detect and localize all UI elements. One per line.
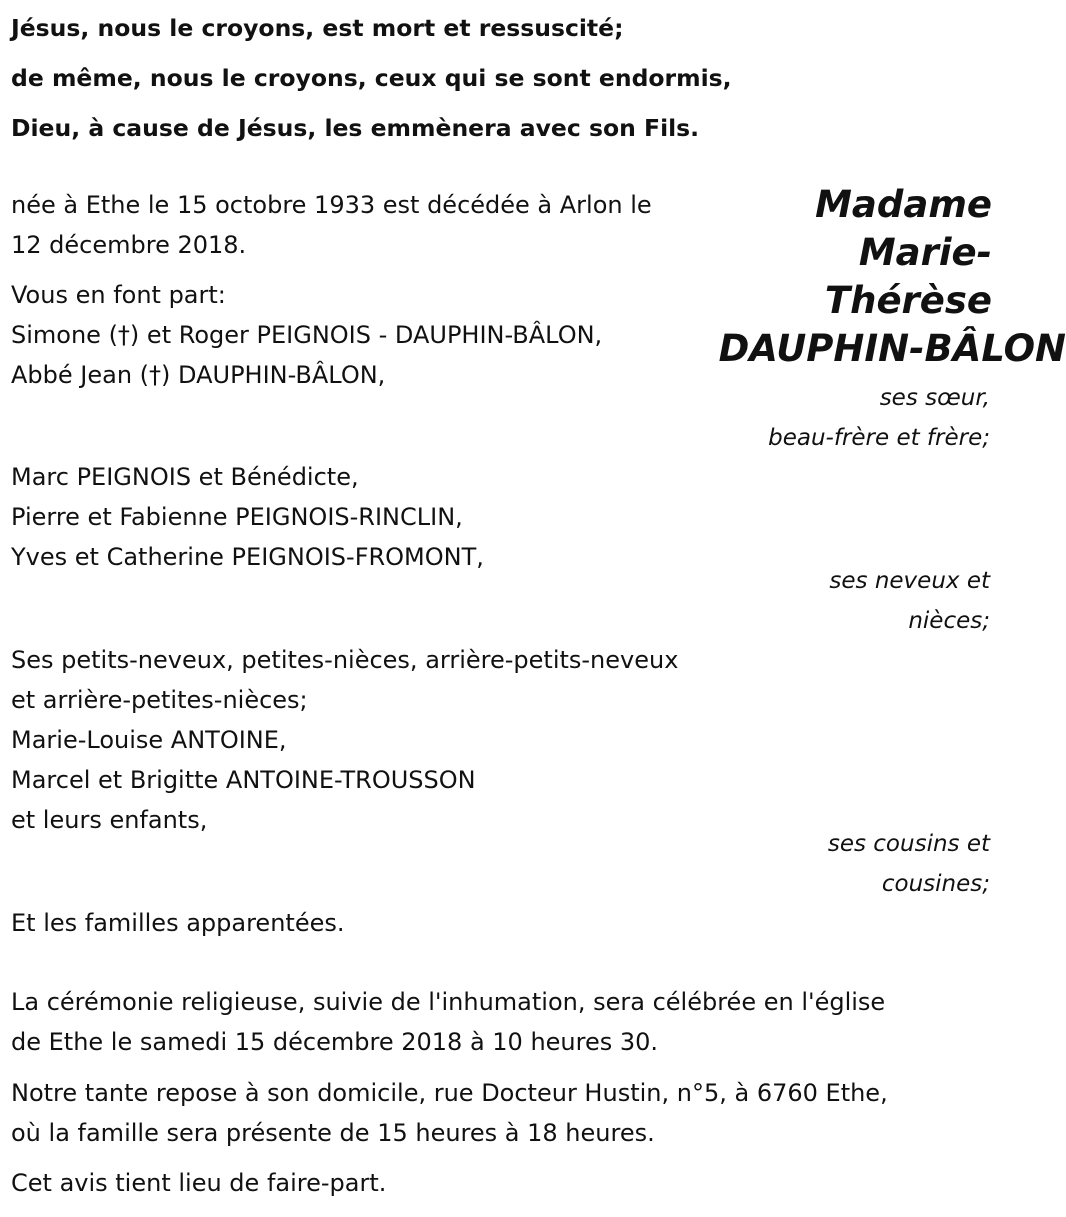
cousin-line-3: Marie-Louise ANTOINE, xyxy=(11,726,287,754)
ceremony-line-1: La cérémonie religieuse, suivie de l'inhumation, sera célébrée en l'église xyxy=(11,988,886,1016)
sibling-line-1: Simone (†) et Roger PEIGNOIS - DAUPHIN-BÂLON, xyxy=(11,321,603,349)
notice-line: Cet avis tient lieu de faire-part. xyxy=(11,1169,387,1197)
families-line: Et les familles apparentées. xyxy=(11,909,345,937)
verse-line-3: Dieu, à cause de Jésus, les emmènera avec son Fils. xyxy=(11,114,700,142)
sibling-line-2: Abbé Jean (†) DAUPHIN-BÂLON, xyxy=(11,361,386,389)
verse-line-1: Jésus, nous le croyons, est mort et ressuscité; xyxy=(11,14,624,42)
nephew-line-3: Yves et Catherine PEIGNOIS-FROMONT, xyxy=(11,543,484,571)
cousin-line-2: et arrière-petites-nièces; xyxy=(11,686,308,714)
deceased-first-name-2: Thérèse xyxy=(824,279,992,322)
ceremony-line-2: de Ethe le samedi 15 décembre 2018 à 10 heures 30. xyxy=(11,1028,659,1056)
cousins-relation-2: cousines; xyxy=(881,871,990,897)
cousins-relation-1: ses cousins et xyxy=(827,831,990,857)
nephew-line-1: Marc PEIGNOIS et Bénédicte, xyxy=(11,463,359,491)
verse-line-2: de même, nous le croyons, ceux qui se sont endormis, xyxy=(11,64,732,92)
siblings-relation-1: ses sœur, xyxy=(879,385,990,411)
cousin-line-1: Ses petits-neveux, petites-nièces, arrière-petits-neveux xyxy=(11,646,679,674)
cousin-line-4: Marcel et Brigitte ANTOINE-TROUSSON xyxy=(11,766,476,794)
visitation-line-1: Notre tante repose à son domicile, rue Docteur Hustin, n°5, à 6760 Ethe, xyxy=(11,1079,888,1107)
nephews-relation-2: nièces; xyxy=(908,608,990,634)
nephew-line-2: Pierre et Fabienne PEIGNOIS-RINCLIN, xyxy=(11,503,463,531)
siblings-relation-2: beau-frère et frère; xyxy=(768,425,990,451)
birth-death-line-1: née à Ethe le 15 octobre 1933 est décédée à Arlon le xyxy=(11,191,652,219)
deceased-surname: DAUPHIN-BÂLON xyxy=(718,327,1066,370)
nephews-relation-1: ses neveux et xyxy=(829,568,990,594)
deceased-title: Madame xyxy=(815,183,992,226)
visitation-line-2: où la famille sera présente de 15 heures à 18 heures. xyxy=(11,1119,655,1147)
announcers-intro: Vous en font part: xyxy=(11,281,226,309)
cousin-line-5: et leurs enfants, xyxy=(11,806,208,834)
birth-death-line-2: 12 décembre 2018. xyxy=(11,231,247,259)
deceased-first-name-1: Marie- xyxy=(858,231,992,274)
